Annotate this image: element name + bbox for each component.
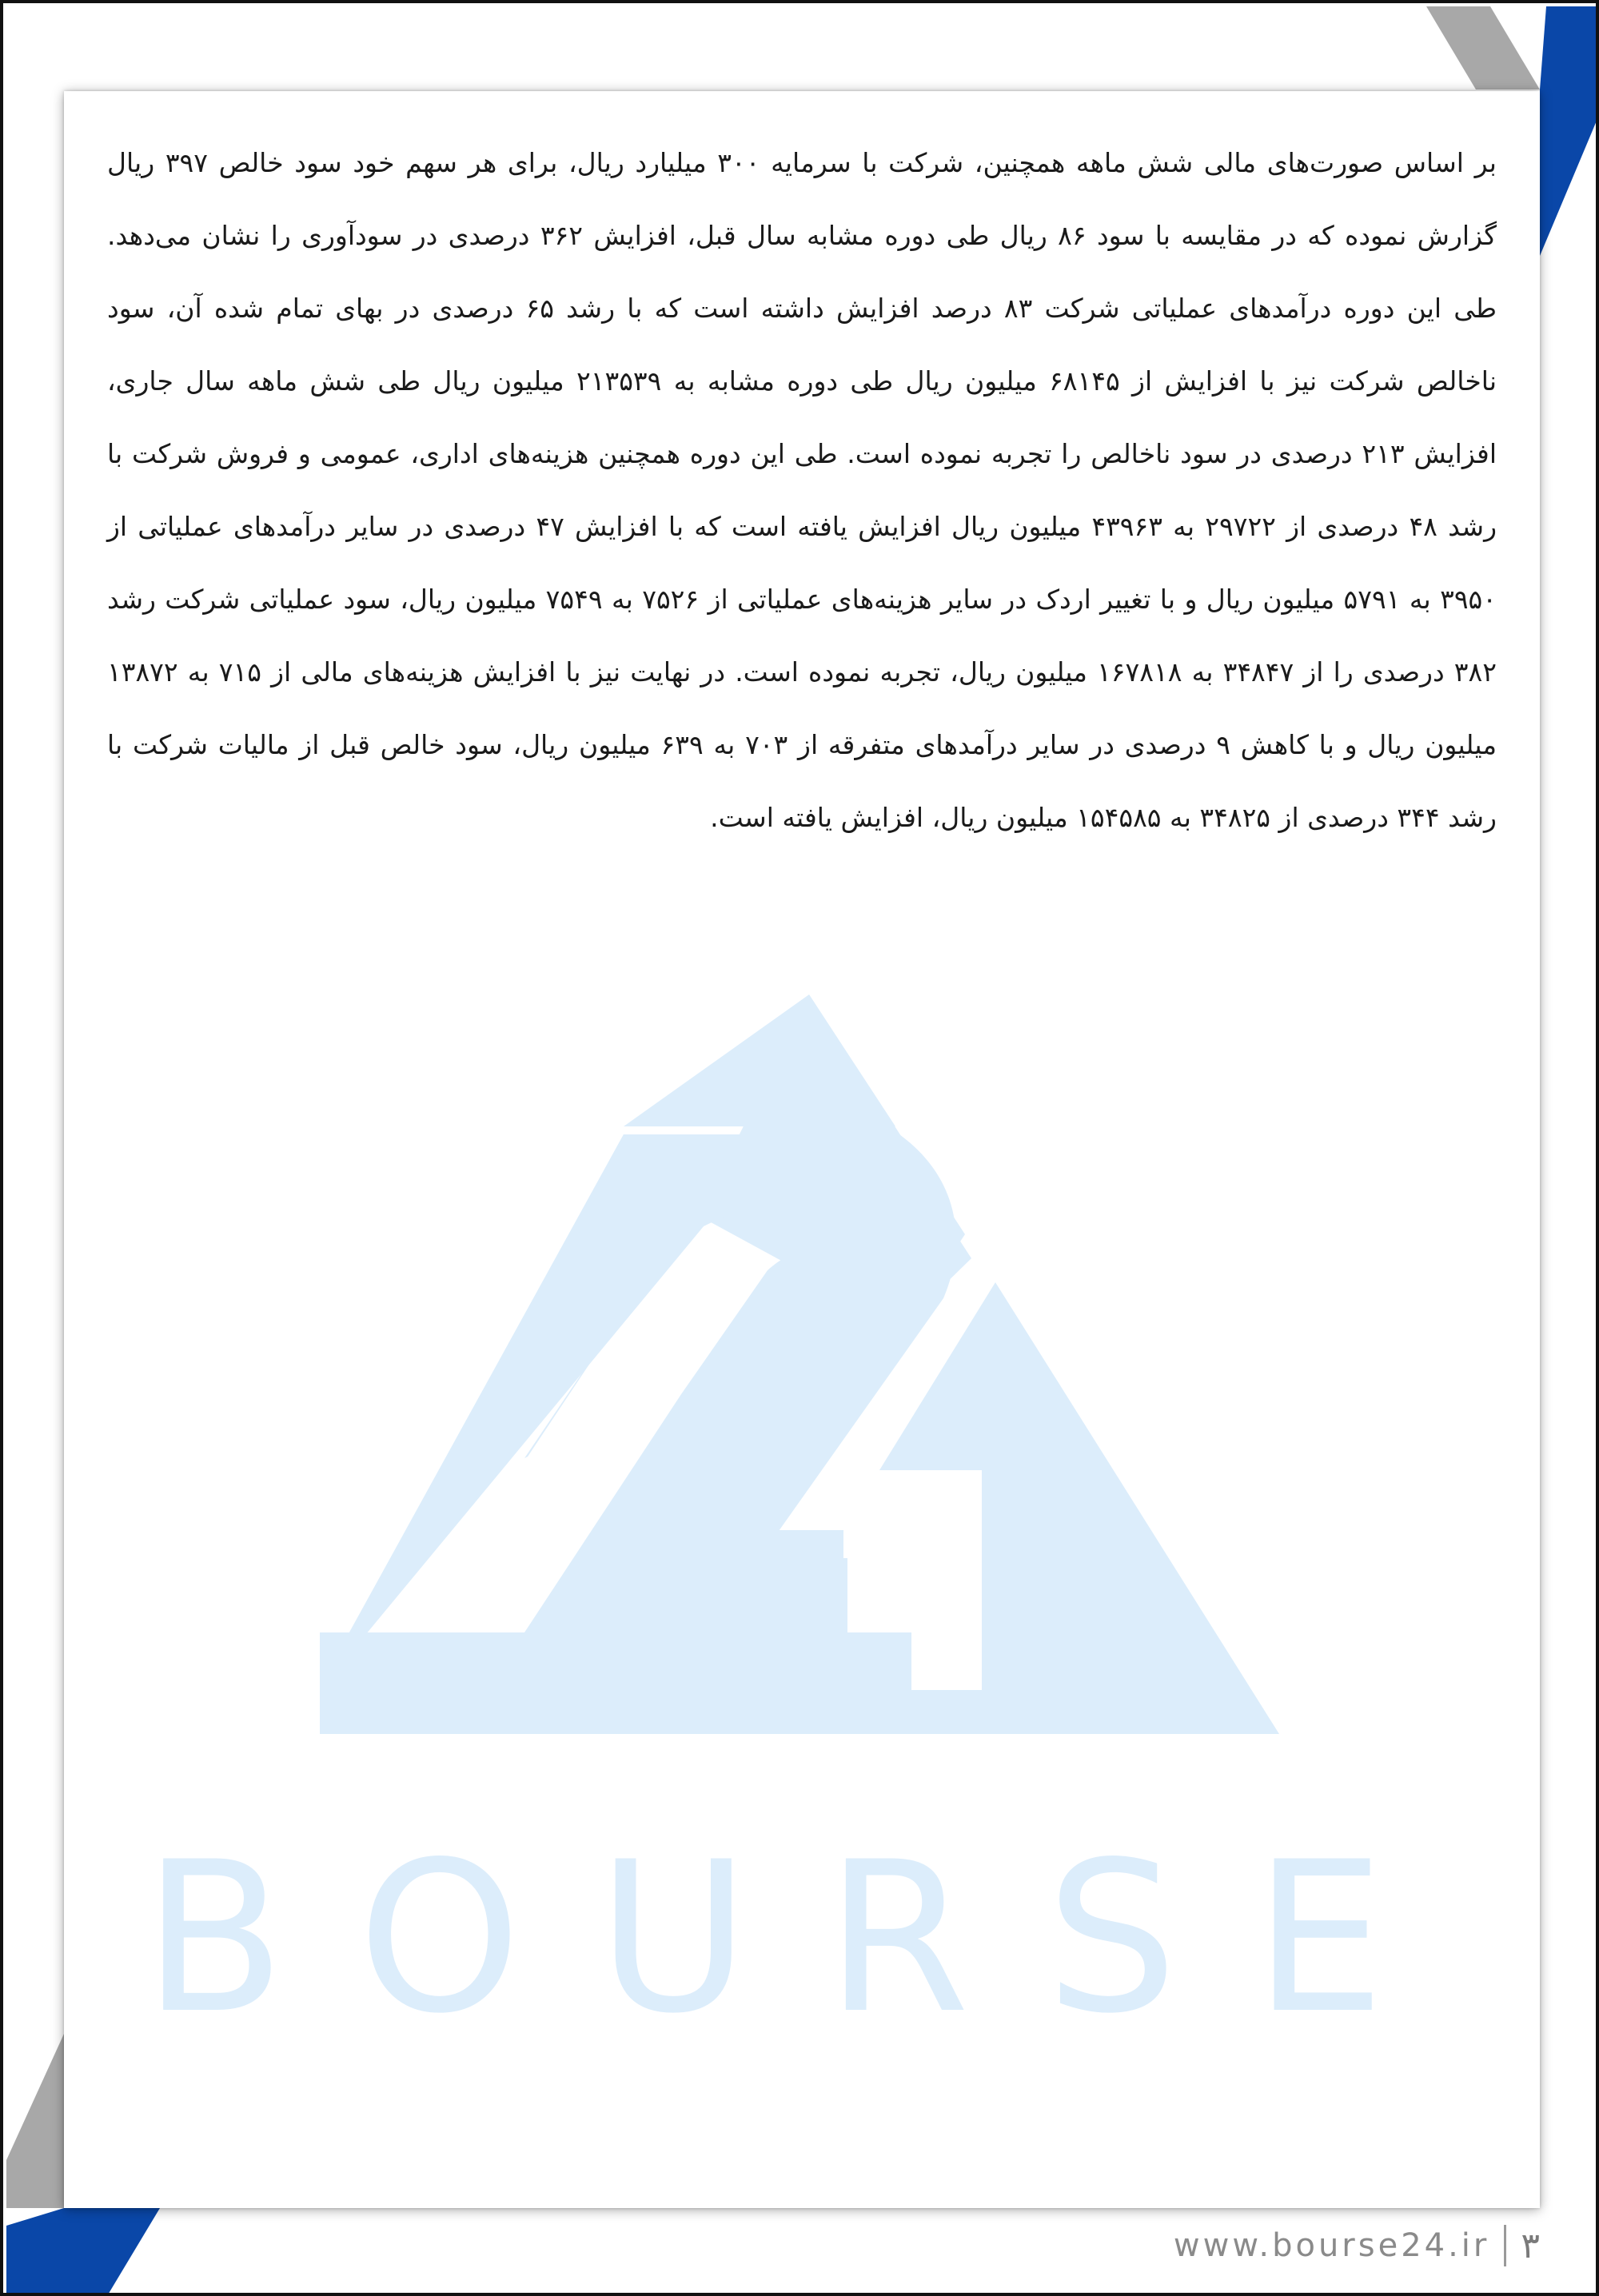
footer-divider (1504, 2225, 1506, 2266)
page-number: ۳ (1521, 2225, 1540, 2266)
content-sheet (64, 91, 1540, 2208)
footer-website-link[interactable]: www.bourse24.ir (1173, 2227, 1490, 2264)
body-paragraph: بر اساس صورت‌های مالی شش ماهه همچنین، شرکت با سرمایه ۳۰۰ میلیارد ریال، برای هر سهم خود سود خالص ۳۹۷ ریال گزارش نموده که در مقایسه با سود ۸۶ ریال طی دوره مشابه سال قبل، افزایش ۳۶۲ درصدی در سودآوری را نشان می‌دهد. طی این دوره درآمدهای عملیاتی شرکت ۸۳ درصد افزایش داشته است که با رشد ۶۵ درصدی در بهای تمام شده آن، سود ناخالص شرکت نیز با افزایش از ۶۸۱۴۵ میلیون ریال طی دوره مشابه به ۲۱۳۵۳۹ میلیون ریال طی شش ماهه سال جاری، افزایش ۲۱۳ درصدی در سود ناخالص را تجربه نموده است. طی این دوره همچنین هزینه‌های اداری، عمومی و فروش شرکت با رشد ۴۸ درصدی از ۲۹۷۲۲ به ۴۳۹۶۳ میلیون ریال افزایش یافته است که با افزایش ۴۷ درصدی در سایر درآمدهای عملیاتی از ۳۹۵۰ به ۵۷۹۱ میلیون ریال و با تغییر اردک در سایر هزینه‌های عملیاتی از ۷۵۲۶ به ۷۵۴۹ میلیون ریال، سود عملیاتی شرکت رشد ۳۸۲ درصدی را از ۳۴۸۴۷ به ۱۶۷۸۱۸ میلیون ریال، تجربه نموده است. در نهایت نیز با افزایش هزینه‌های مالی از ۷۱۵ به ۱۳۸۷۲ میلیون ریال و با کاهش ۹ درصدی در سایر درآمدهای متفرقه از ۷۰۳ به ۶۳۹ میلیون ریال، سود خالص قبل از مالیات شرکت با رشد ۳۴۴ درصدی از ۳۴۸۲۵ به ۱۵۴۵۸۵ میلیون ریال، افزایش یافته است. (107, 147, 1497, 833)
bottom-left-blue-stripe (6, 2208, 160, 2296)
bottom-left-gray-wedge (6, 2034, 64, 2208)
watermark-outer-triangle (624, 995, 895, 1126)
top-right-gray-stripe (1426, 6, 1540, 90)
watermark-bottom-band (320, 1690, 982, 1734)
watermark-base-strip (320, 1632, 911, 1690)
watermark-right-triangle (879, 1282, 1279, 1734)
watermark-wordmark: BOURSE (142, 1818, 1461, 2059)
watermark-right-stem (982, 1470, 1071, 1734)
top-right-blue-wedge (1540, 6, 1599, 256)
page-footer (1174, 2218, 1540, 2274)
